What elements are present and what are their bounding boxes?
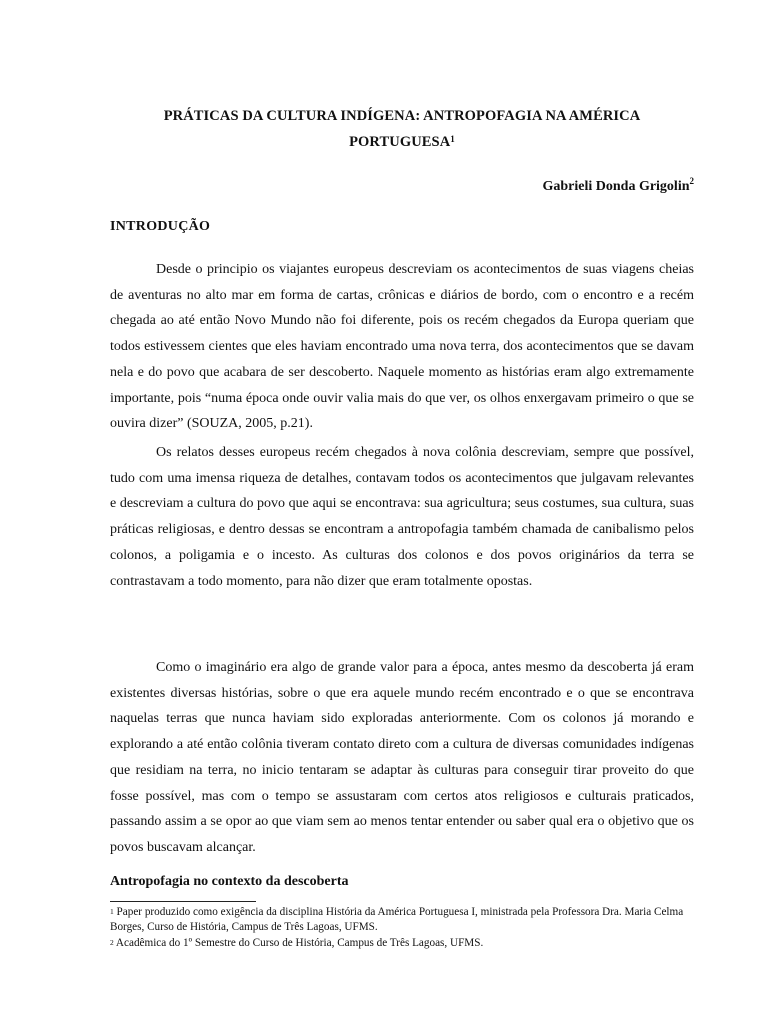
- document-title: [110, 103, 694, 155]
- paragraph-2: Os relatos desses europeus recém chegados à nova colônia descreviam, sempre que possível, tudo com uma imensa riqueza de detalhes, contavam todos os acontecimentos que julgavam relevantes e descreviam a cultura do povo que aqui se encontrava: sua agricultura; seus costumes, sua cultura, suas práticas religiosas, e dentro dessas se encontram a antropofagia também chamada de canibalismo pelos colonos, a poligamia e o incesto. As culturas dos colonos e dos povos originários da terra se contrastavam a todo momento, para não dizer que eram totalmente opostas.: [110, 445, 694, 589]
- title-footnote-marker: 1: [450, 134, 455, 144]
- section-heading: INTRODUÇÃO: [110, 219, 211, 234]
- footnote-divider: [110, 901, 256, 902]
- footnote-1-text: Paper produzido como exigência da disciplina História da América Portuguesa I, ministrada pela Professora Dra. Maria Celma Borges, Curso de História, Campus de Três Lagoas, UFMS.: [110, 906, 684, 934]
- title-line-2-text: PORTUGUESA: [349, 134, 451, 150]
- paragraph-1: Desde o principio os viajantes europeus descreviam os acontecimentos de suas viagens cheias de aventuras no alto mar em forma de cartas, crônicas e diários de bordo, com o encontro e a recém chegada ao até então Novo Mundo não foi diferente, pois os recém chegados da Europa queriam que todos estivessem cientes que eles haviam encontrado uma nova terra, dos acontecimentos que se davam nela e do povo que acabara de ser descoberto. Naquele momento as histórias eram algo extremamente importante, pois “numa época onde ouvir valia mais do que ver, os olhos enxergavam primeiro o que se ouvira dizer” (SOUZA, 2005, p.21).: [110, 262, 694, 432]
- author-footnote-marker: 2: [689, 176, 694, 186]
- author-name-text: Gabrieli Donda Grigolin: [542, 179, 690, 194]
- footnote-2-text: Acadêmica do 1º Semestre do Curso de História, Campus de Três Lagoas, UFMS.: [113, 936, 484, 949]
- title-line-1: PRÁTICAS DA CULTURA INDÍGENA: ANTROPOFAGIA NA AMÉRICA: [163, 108, 641, 124]
- footnotes: [110, 905, 710, 951]
- footnote-1: [110, 905, 710, 936]
- footnote-1-marker: 1: [110, 907, 114, 916]
- footnote-2-marker: 2: [110, 937, 114, 947]
- paragraph-3: Como o imaginário era algo de grande valor para a época, antes mesmo da descoberta já eram existentes diversas histórias, sobre o que era aquele mundo recém encontrado e o que se encontrava naquelas terras que nunca haviam sido exploradas anteriormente. Com os colonos já morando e explorando a até então colônia tiveram contato direto com a cultura de diversas comunidades indígenas que residiam na terra, no inicio tentaram se adaptar às culturas para conseguir tirar proveito do que fosse possível, mas com o tempo se assustaram com certos atos religiosos e culturais praticados, passando assim a se opor ao que viam sem ao menos tentar entender ou saber qual era o objetivo que os povos buscavam alcançar.: [110, 660, 694, 855]
- title-line-2: [110, 129, 694, 155]
- author-name: [542, 176, 694, 195]
- subheading: Antropofagia no contexto da descoberta: [110, 874, 349, 889]
- footnote-2: [110, 936, 710, 951]
